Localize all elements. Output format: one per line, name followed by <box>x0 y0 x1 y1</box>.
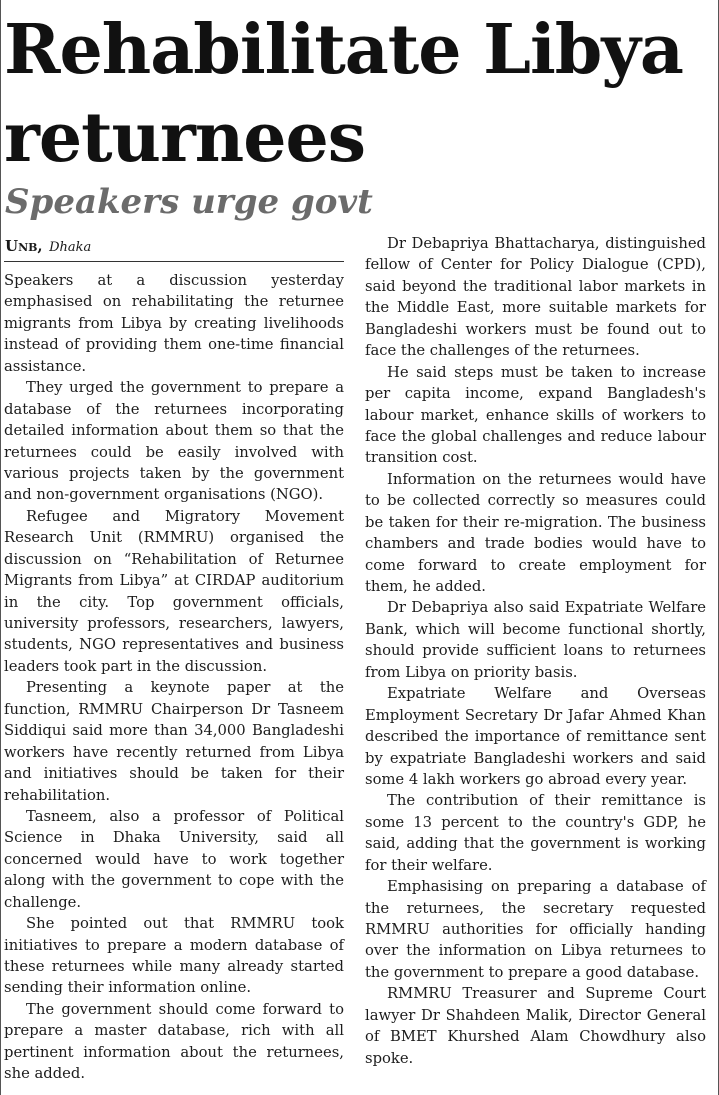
paragraph: Refugee and Migratory Movement Research Unit (RMMRU) organised the discussion on “Rehabilitation of Returnee Migrants from Libya” at CIRDAP auditorium in the city. Top government officials, university professors, researchers, lawyers, students, NGO representatives and business leaders took part in the discussion. <box>4 507 344 675</box>
paragraph: RMMRU Treasurer and Supreme Court lawyer Dr Shahdeen Malik, Director General of BMET Khurshed Alam Chowdhury also spoke. <box>365 985 706 1067</box>
paragraph: He said steps must be taken to increase per capita income, expand Bangladesh's labour market, enhance skills of workers to face the global challenges and reduce labour transition cost. <box>365 363 706 467</box>
paragraph: Dr Debapriya also said Expatriate Welfare Bank, which will become functional shortly, should provide sufficient loans to returnees from Libya on priority basis. <box>365 599 706 681</box>
headline: Rehabilitate Libya returnees <box>4 10 683 178</box>
paragraph: Tasneem, also a professor of Political Science in Dhaka University, said all concerned would have to work together along with the government to cope with the challenge. <box>4 807 344 911</box>
byline <box>5 236 91 258</box>
paragraph: Information on the returnees would have to be collected correctly so measures could be taken for their re-migration. The business chambers and trade bodies would have to come forward to create employment for them, he added. <box>365 470 706 595</box>
paragraph: The government should come forward to prepare a master database, rich with all pertinent information about the returnees, she added. <box>4 1000 344 1083</box>
paragraph: She pointed out that RMMRU took initiatives to prepare a modern database of these returnees while many already started sending their information online. <box>4 915 344 997</box>
byline-divider <box>4 261 344 262</box>
article-column-right <box>365 233 706 1069</box>
byline-agency: Unb, <box>5 237 43 255</box>
article-column-left <box>4 270 344 1085</box>
subheadline: Speakers urge govt <box>5 182 373 222</box>
paragraph: Dr Debapriya Bhattacharya, distinguished fellow of Center for Policy Dialogue (CPD), said beyond the traditional labor markets in the Middle East, more suitable markets for Bangladeshi workers must be found out to face the challenges of the returnees. <box>365 235 706 360</box>
paragraph: Speakers at a discussion yesterday emphasised on rehabilitating the returnee migrants from Libya by creating livelihoods instead of providing them one-time financial assistance. <box>4 272 344 375</box>
paragraph: Expatriate Welfare and Overseas Employment Secretary Dr Jafar Ahmed Khan described the importance of remittance sent by expatriate Bangladeshi workers and said some 4 lakh workers go abroad every year. <box>365 685 706 788</box>
paragraph: They urged the government to prepare a database of the returnees incorporating detailed information about them so that the returnees could be easily involved with various projects taken by the government and non-government organisations (NGO). <box>4 379 344 504</box>
byline-place: Dhaka <box>49 240 92 255</box>
paragraph: Presenting a keynote paper at the function, RMMRU Chairperson Dr Tasneem Siddiqui said more than 34,000 Bangladeshi workers have recently returned from Libya and initiatives should be taken for their rehabilitation. <box>4 679 344 804</box>
paragraph: The contribution of their remittance is some 13 percent to the country's GDP, he said, adding that the government is working for their welfare. <box>365 792 706 874</box>
paragraph: Emphasising on preparing a database of the returnees, the secretary requested RMMRU authorities for officially handing over the information on Libya returnees to the government to prepare a good database. <box>365 878 706 981</box>
